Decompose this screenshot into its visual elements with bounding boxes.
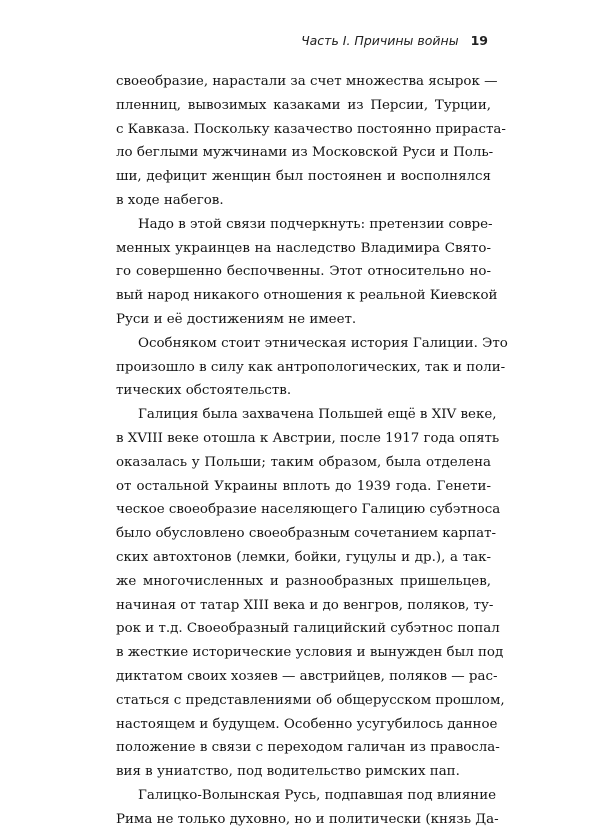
- running-header-section-title: Часть I. Причины войны: [301, 33, 459, 48]
- text-line: настоящем и будущем. Особенно усугубилось данное: [116, 716, 498, 732]
- text-line: Надо в этой связи подчеркнуть: претензии совре-: [138, 216, 493, 232]
- paragraph: [116, 784, 499, 832]
- text-line: ло беглыми мужчинами из Московской Руси и Поль-: [116, 145, 494, 161]
- text-line: произошло в силу как антропологических, так и поли-: [116, 359, 506, 375]
- running-header: [116, 33, 488, 48]
- text-line: Галиция была захвачена Польшей ещё в XIV веке,: [138, 407, 497, 423]
- text-line: с Кавказа. Поскольку казачество постоянно прираста-: [116, 121, 506, 137]
- text-line: рок и т.д. Своеобразный галицийский субэтнос попал: [116, 621, 500, 637]
- text-line: в жесткие исторические условия и вынужден был под: [116, 645, 504, 661]
- text-line: же многочисленных и разнообразных пришельцев,: [116, 573, 491, 589]
- text-line: от остальной Украины вплоть до 1939 года. Генети-: [116, 478, 491, 494]
- text-line: ских автохтонов (лемки, бойки, гуцулы и др.), а так-: [116, 549, 491, 565]
- text-line: оказалась у Польши; таким образом, была отделена: [116, 454, 491, 470]
- text-line: Галицко-Волынская Русь, подпавшая под влияние: [138, 787, 497, 803]
- text-line: ши, дефицит женщин был постоянен и восполнялся: [116, 169, 491, 185]
- text-line: ческое своеобразие населяющего Галицию субэтноса: [116, 502, 501, 518]
- text-line: го совершенно беспочвенны. Этот относительно но-: [116, 264, 491, 280]
- text-line: Особняком стоит этническая история Галиции. Это: [138, 335, 508, 351]
- text-line: Руси и её достижениям не имеет.: [116, 311, 357, 327]
- text-line: было обусловлено своеобразным сочетанием карпат-: [116, 526, 497, 542]
- text-line: Рима не только духовно, но и политически (князь Да-: [116, 811, 499, 827]
- text-line: вия в униатство, под водительство римских пап.: [116, 764, 460, 780]
- paragraph: [116, 213, 498, 332]
- text-line: пленниц, вывозимых казаками из Персии, Турции,: [116, 97, 491, 113]
- text-line: диктатом своих хозяев — австрийцев, поляков — рас-: [116, 668, 498, 684]
- text-line: своеобразие, нарастали за счет множества ясырок —: [116, 74, 498, 89]
- text-line: положение в связи с переходом галичан из правосла-: [116, 740, 500, 756]
- text-line: в XVIII веке отошла к Австрии, после 1917 года опять: [116, 430, 500, 446]
- body-text: [116, 70, 508, 832]
- paragraph: [116, 332, 508, 403]
- text-line: в ходе набегов.: [116, 192, 224, 208]
- paragraph: [116, 70, 506, 213]
- text-line: менных украинцев на наследство Владимира Свято-: [116, 240, 491, 256]
- text-line: вый народ никакого отношения к реальной Киевской: [116, 288, 498, 304]
- text-line: начиная от татар XIII века и до венгров, поляков, ту-: [116, 597, 494, 613]
- text-line: статься с представлениями об общерусском прошлом,: [116, 692, 505, 708]
- paragraph: [116, 403, 505, 784]
- text-line: тических обстоятельств.: [116, 383, 292, 399]
- page-number: 19: [470, 33, 488, 48]
